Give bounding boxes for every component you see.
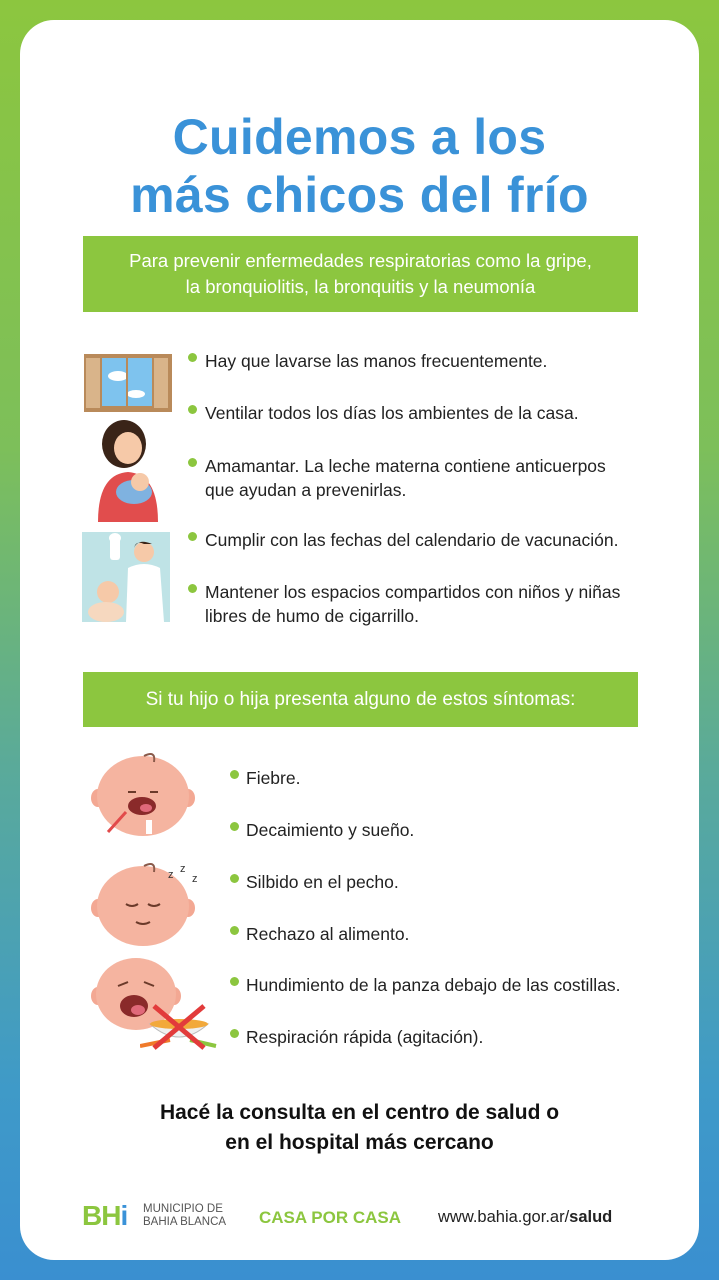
symptoms-band: Si tu hijo o hija presenta alguno de estos síntomas: [83,672,638,727]
municipio-name [143,1203,226,1229]
symptom-text: Silbido en el pecho. [246,872,399,892]
bullet-icon [188,584,197,593]
svg-text:z: z [168,869,174,881]
symptom-item [232,973,621,997]
tip-item [190,580,620,628]
page-title [20,108,699,224]
call-to-action [20,1098,699,1158]
url-prefix: www.bahia.gor.ar/ [438,1208,570,1226]
bullet-icon [230,770,239,779]
tip-text: Ventilar todos los días los ambientes de la casa. [205,403,579,423]
footer [20,1196,699,1236]
municipio-logo [82,1200,127,1232]
symptom-item [232,922,409,946]
tip-text: Hay que lavarse las manos frecuentemente. [205,351,548,371]
title-line-1: Cuidemos a los [172,109,547,165]
symptom-text: Rechazo al alimento. [246,924,410,944]
symptom-text: Fiebre. [246,768,301,788]
bullet-icon [188,532,197,541]
url-suffix: salud [569,1208,613,1226]
municipio-line-2: BAHIA BLANCA [143,1216,227,1228]
prevention-band-line-1: Para prevenir enfermedades respiratorias como la gripe, [129,250,592,271]
bullet-icon [230,1029,239,1038]
symptom-item [232,870,399,894]
symptom-text: Hundimiento de la panza debajo de las costillas. [246,975,621,995]
prevention-band-line-2: la bronquiolitis, la bronquitis y la neumonía [185,276,536,297]
symptom-item [232,766,300,790]
no-food-icon [140,1004,218,1052]
tip-item [190,349,547,373]
title-line-2: más chicos del frío [130,167,589,223]
website-link[interactable] [438,1208,612,1227]
baby-fever-icon [88,748,198,838]
logo-i-text: i [120,1200,128,1231]
symptom-item [232,818,414,842]
tip-text: Amamantar. La leche materna contiene anticuerpos [205,456,606,476]
bullet-icon [188,405,197,414]
bullet-icon [188,353,197,362]
tip-text: Cumplir con las fechas del calendario de vacunación. [205,530,619,550]
tip-item [190,528,618,552]
svg-text:z: z [192,873,198,885]
symptom-item [232,1025,483,1049]
bullet-icon [188,458,197,467]
bullet-icon [230,822,239,831]
bullet-icon [230,874,239,883]
tip-text-continued: libres de humo de cigarrillo. [205,606,419,626]
tip-text: Mantener los espacios compartidos con niños y niñas [205,582,621,602]
poster-card [20,20,699,1260]
svg-text:z: z [180,863,186,875]
baby-sleeping-icon [88,856,208,948]
symptom-text: Decaimiento y sueño. [246,820,415,840]
tip-text-continued: que ayudan a prevenirlas. [205,480,407,500]
window-icon [82,352,174,414]
bullet-icon [230,977,239,986]
breastfeeding-mother-icon [90,418,170,522]
logo-bh-text: BH [82,1200,121,1231]
bullet-icon [230,926,239,935]
cta-line-2: en el hospital más cercano [225,1131,494,1154]
municipio-line-1: MUNICIPIO DE [143,1203,223,1215]
tip-item [190,401,579,425]
casa-por-casa-label: CASA POR CASA [259,1208,401,1227]
symptom-text: Respiración rápida (agitación). [246,1027,484,1047]
prevention-band [83,236,638,312]
tip-item [190,454,606,502]
cta-line-1: Hacé la consulta en el centro de salud o [159,1101,560,1124]
doctor-baby-icon [82,532,170,622]
